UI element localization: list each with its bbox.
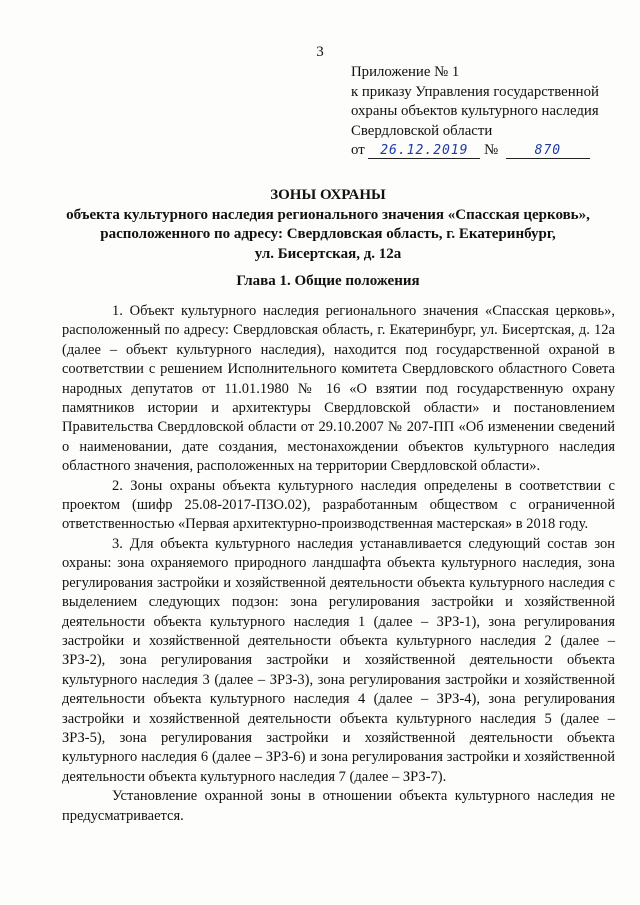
document-body bbox=[62, 302, 615, 826]
paragraph-3: 3. Для объекта культурного наследия устанавливается следующий состав зон охраны: зона охраняемого природного ландшафта объекта культурного наследия, зона регулирования застройки и хозяйственной деятельности объекта культурного наследия с выделением следующих подзон: зона регулирования застройки и хозяйственной деятельности объекта культурного наследия 1 (далее – ЗРЗ-1), зона регулирования застройки и хозяйственной деятельности объекта культурного наследия 2 (далее – ЗРЗ-2), зона регулирования застройки и хозяйственной деятельности объекта культурного наследия 3 (далее – ЗРЗ-3), зона регулирования застройки и хозяйственной деятельности объекта культурного наследия 4 (далее – ЗРЗ-4), зона регулирования застройки и хозяйственной деятельности объекта культурного наследия 5 (далее – ЗРЗ-5), зона регулирования застройки и хозяйственной деятельности объекта культурного наследия 6 (далее – ЗРЗ-6) и зона регулирования застройки и хозяйственной деятельности объекта культурного наследия 7 (далее – ЗРЗ-7). bbox=[62, 535, 615, 785]
appendix-line-4: Свердловской области bbox=[351, 122, 493, 139]
title-line-2: объекта культурного наследия регионального значения «Спасская церковь», bbox=[66, 206, 590, 223]
appendix-date-number-line bbox=[351, 141, 636, 161]
paragraph-2: 2. Зоны охраны объекта культурного наследия определены в соответствии с проектом (шифр 25.08-2017-ПЗО.02), разработанным обществом с ограниченной ответственностью «Первая архитектурно-производственная мастерская» в 2018 году. bbox=[62, 477, 615, 533]
title-line-3: расположенного по адресу: Свердловская область, г. Екатеринбург, bbox=[100, 226, 556, 242]
title-line-4: ул. Бисертская, д. 12а bbox=[254, 245, 402, 262]
chapter-heading: Глава 1. Общие положения bbox=[236, 273, 420, 289]
handwritten-number: 870 bbox=[506, 144, 590, 159]
page-number: 3 bbox=[316, 44, 324, 60]
appendix-line-3: охраны объектов культурного наследия bbox=[351, 103, 599, 119]
from-label: от bbox=[351, 142, 365, 158]
appendix-line-1: Приложение № 1 bbox=[351, 64, 460, 80]
appendix-line-2: к приказу Управления государственной bbox=[351, 83, 599, 100]
appendix-block bbox=[351, 63, 636, 161]
handwritten-date: 26.12.2019 bbox=[368, 144, 480, 159]
paragraph-1: 1. Объект культурного наследия регионального значения «Спасская церковь», расположенный по адресу: Свердловская область, г. Екатеринбург, ул. Бисертская, д. 12а (далее – объект культурного наследия), находится под государственной охраной в соответствии с решением Исполнительного комитета Свердловского областного Совета народных депутатов от 11.01.1980 № 16 «О взятии под государственную охрану памятников истории и архитектуры Свердловской области» и постановлением Правительства Свердловской области от 29.10.2007 № 207-ПП «Об изменении сведений о наименовании, дате создания, местонахождении объектов культурного наследия областного значения, расположенных на территории Свердловской области». bbox=[62, 303, 615, 475]
document-title bbox=[40, 186, 616, 264]
paragraph-4: Установление охранной зоны в отношении объекта культурного наследия не предусматривается. bbox=[62, 788, 615, 824]
number-label: № bbox=[484, 142, 499, 158]
title-line-1: ЗОНЫ ОХРАНЫ bbox=[270, 187, 386, 203]
